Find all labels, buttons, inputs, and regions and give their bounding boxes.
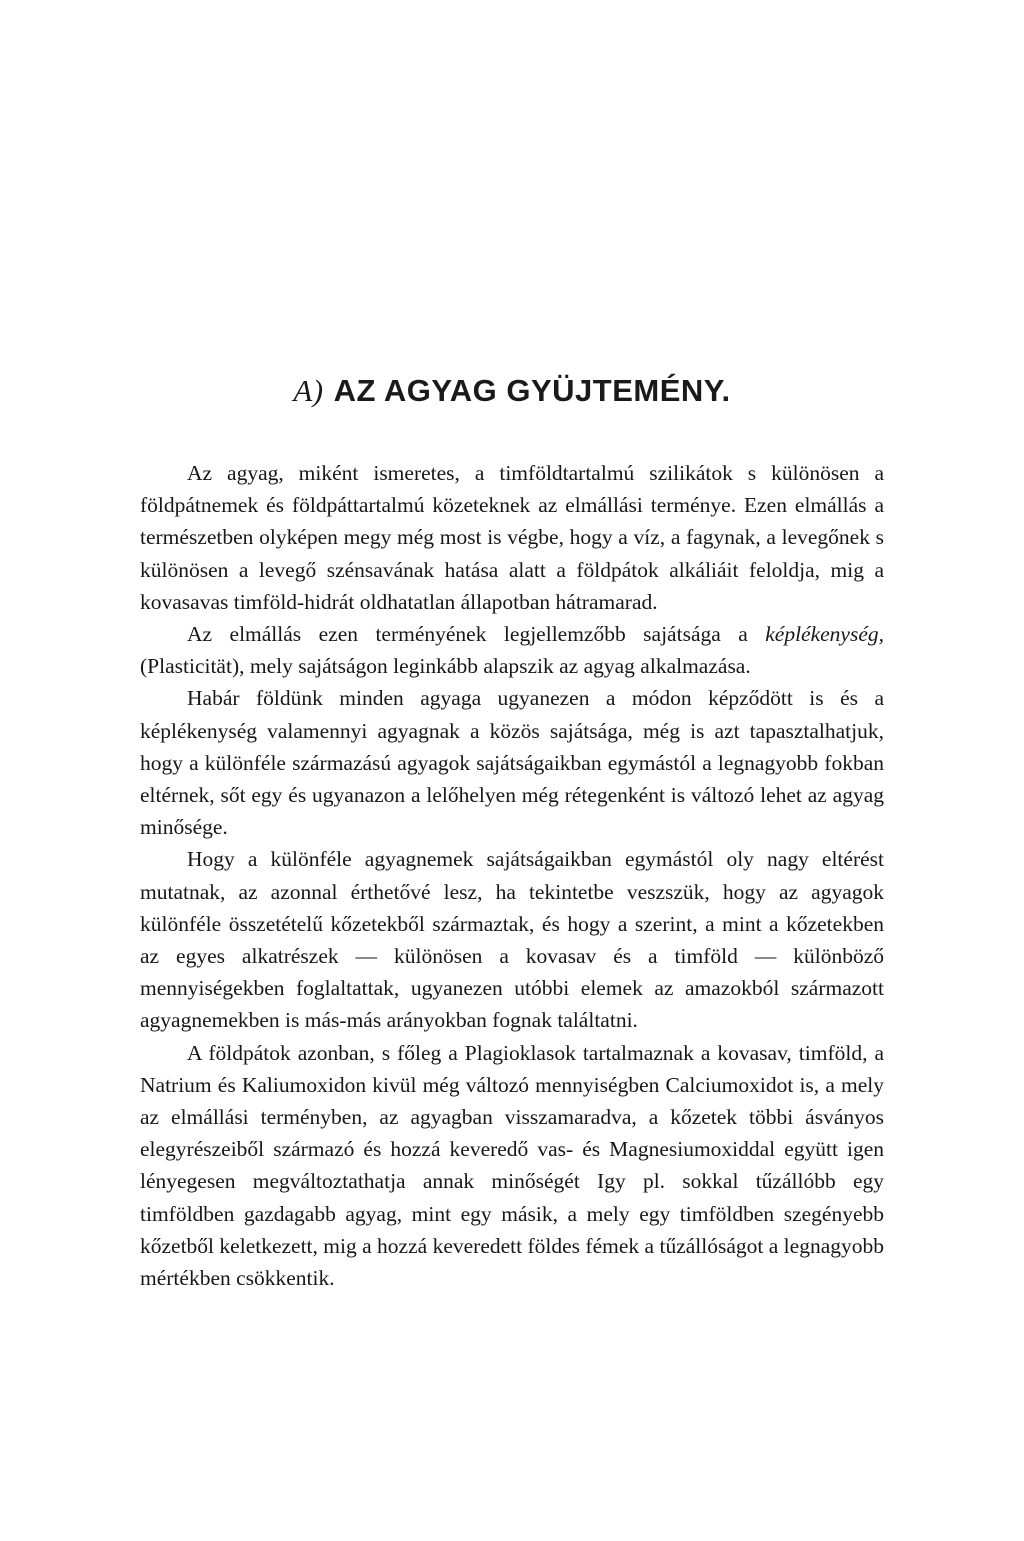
- paragraph-3: Habár földünk minden agyaga ugyanezen a módon képződött is és a képlékenység valamennyi agyagnak a közös sajátsága, még is azt tapasztalhatjuk, hogy a különféle származású agyagok sajátságaikban egymástól a legnagyobb fokban eltérnek, sőt egy és ugyanazon a lelőhelyen még rétegenként is változó lehet az agyag minősége.: [140, 686, 884, 840]
- section-marker: A): [293, 372, 324, 408]
- paragraph-2-start: Az elmállás ezen terményének legjellemzőbb sajátsága a: [187, 622, 766, 647]
- paragraph-2-end: (Plasticität), mely sajátságon leginkább alapszik az agyag alkalmazása.: [140, 654, 751, 679]
- section-title: AZ AGYAG GYÜJTEMÉNY.: [333, 372, 731, 408]
- section-heading: [0, 373, 1024, 409]
- emphasis-term: képlékenység,: [765, 622, 884, 647]
- paragraph-1: Az agyag, miként ismeretes, a timföldtartalmú szilikátok s különösen a földpátnemek és földpáttartalmú közeteknek az elmállási terménye. Ezen elmállás a természetben olyképen megy még most is végbe, hogy a víz, a fagynak, a levegőnek s különösen a levegő szénsavának hatása alatt a földpátok alkáliáit feloldja, mig a kovasavas timföld-hidrát oldhatatlan állapotban hátramarad.: [140, 461, 884, 614]
- paragraph-4: Hogy a különféle agyagnemek sajátságaikban egymástól oly nagy eltérést mutatnak, az azonnal érthetővé lesz, ha tekintetbe veszszük, hogy az agyagok különféle összetételű kőzetekből származtak, és hogy a szerint, a mint a kőzetekben az egyes alkatrészek — különösen a kovasav és a timföld — különböző mennyiségekben foglaltattak, ugyanezen utóbbi elemek az amazokból származott agyagnemekben is más-más arányokban fognak találtatni.: [140, 847, 884, 1033]
- body-text: [140, 457, 884, 1294]
- paragraph-2: [140, 618, 884, 682]
- paragraph-5: A földpátok azonban, s főleg a Plagioklasok tartalmaznak a kovasav, timföld, a Natrium és Kaliumoxidon kivül még változó mennyiségben Calciumoxidot is, a mely az elmállási terményben, az agyagban visszamaradva, a kőzetek többi ásványos elegyrészeiből származó és hozzá keveredő vas- és Magnesiumoxiddal együtt igen lényegesen megváltoztathatja annak minőségét Igy pl. sokkal tűzállóbb egy timföldben gazdagabb agyag, mint egy másik, a mely egy timföldben szegényebb kőzetből keletkezett, mig a hozzá keveredett földes fémek a tűzállóságot a legnagyobb mértékben csökkentik.: [140, 1040, 884, 1291]
